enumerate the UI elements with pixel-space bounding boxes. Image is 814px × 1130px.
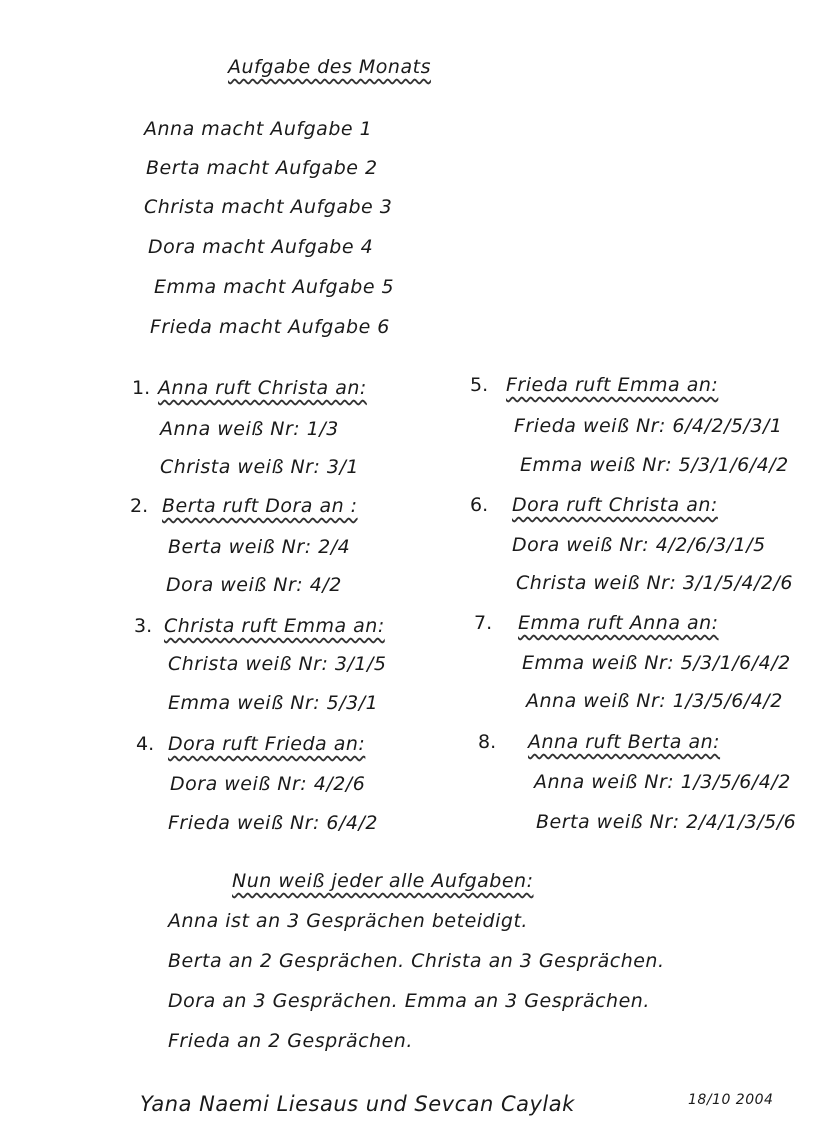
call-number: 3. (134, 615, 153, 637)
call-line: Emma weiß Nr: 5/3/1 (168, 692, 379, 714)
call-heading: Berta ruft Dora an : (162, 495, 358, 517)
call-heading: Anna ruft Berta an: (528, 731, 721, 753)
call-number: 8. (478, 731, 497, 753)
summary-line: Frieda an 2 Gesprächen. (168, 1030, 413, 1052)
call-line: Berta weiß Nr: 2/4 (168, 536, 351, 558)
call-line: Berta weiß Nr: 2/4/1/3/5/6 (536, 811, 797, 833)
call-line: Frieda weiß Nr: 6/4/2 (168, 812, 378, 834)
page-title: Aufgabe des Monats (228, 56, 431, 78)
summary-line: Dora an 3 Gesprächen. Emma an 3 Gesprächen. (168, 990, 650, 1012)
call-heading: Dora ruft Frieda an: (168, 733, 366, 755)
summary-heading: Nun weiß jeder alle Aufgaben: (232, 870, 534, 892)
summary-line: Anna ist an 3 Gesprächen beteidigt. (168, 910, 528, 932)
call-heading: Frieda ruft Emma an: (506, 374, 719, 396)
summary-line: Berta an 2 Gesprächen. Christa an 3 Gesprächen. (168, 950, 665, 972)
call-line: Christa weiß Nr: 3/1/5/4/2/6 (516, 572, 793, 594)
call-line: Christa weiß Nr: 3/1/5 (168, 653, 387, 675)
call-line: Dora weiß Nr: 4/2 (166, 574, 342, 596)
signature: Yana Naemi Liesaus und Sevcan Caylak (140, 1092, 575, 1116)
intro-line: Frieda macht Aufgabe 6 (150, 316, 390, 338)
intro-line: Dora macht Aufgabe 4 (148, 236, 374, 258)
call-line: Anna weiß Nr: 1/3/5/6/4/2 (526, 690, 783, 712)
call-line: Emma weiß Nr: 5/3/1/6/4/2 (520, 454, 789, 476)
call-number: 2. (130, 495, 149, 517)
call-heading: Dora ruft Christa an: (512, 494, 718, 516)
intro-line: Christa macht Aufgabe 3 (144, 196, 393, 218)
call-heading: Emma ruft Anna an: (518, 612, 719, 634)
call-line: Dora weiß Nr: 4/2/6/3/1/5 (512, 534, 766, 556)
call-line: Anna weiß Nr: 1/3 (160, 418, 339, 440)
call-line: Dora weiß Nr: 4/2/6 (170, 773, 366, 795)
call-line: Emma weiß Nr: 5/3/1/6/4/2 (522, 652, 791, 674)
call-number: 5. (470, 374, 489, 396)
intro-line: Emma macht Aufgabe 5 (154, 276, 395, 298)
call-heading: Anna ruft Christa an: (158, 377, 367, 399)
call-number: 7. (474, 612, 493, 634)
date: 18/10 2004 (688, 1092, 774, 1108)
call-number: 4. (136, 733, 155, 755)
call-number: 6. (470, 494, 489, 516)
call-number: 1. (132, 377, 151, 399)
call-line: Frieda weiß Nr: 6/4/2/5/3/1 (514, 415, 783, 437)
call-line: Anna weiß Nr: 1/3/5/6/4/2 (534, 771, 791, 793)
call-line: Christa weiß Nr: 3/1 (160, 456, 359, 478)
intro-line: Berta macht Aufgabe 2 (146, 157, 378, 179)
intro-line: Anna macht Aufgabe 1 (144, 118, 373, 140)
call-heading: Christa ruft Emma an: (164, 615, 385, 637)
